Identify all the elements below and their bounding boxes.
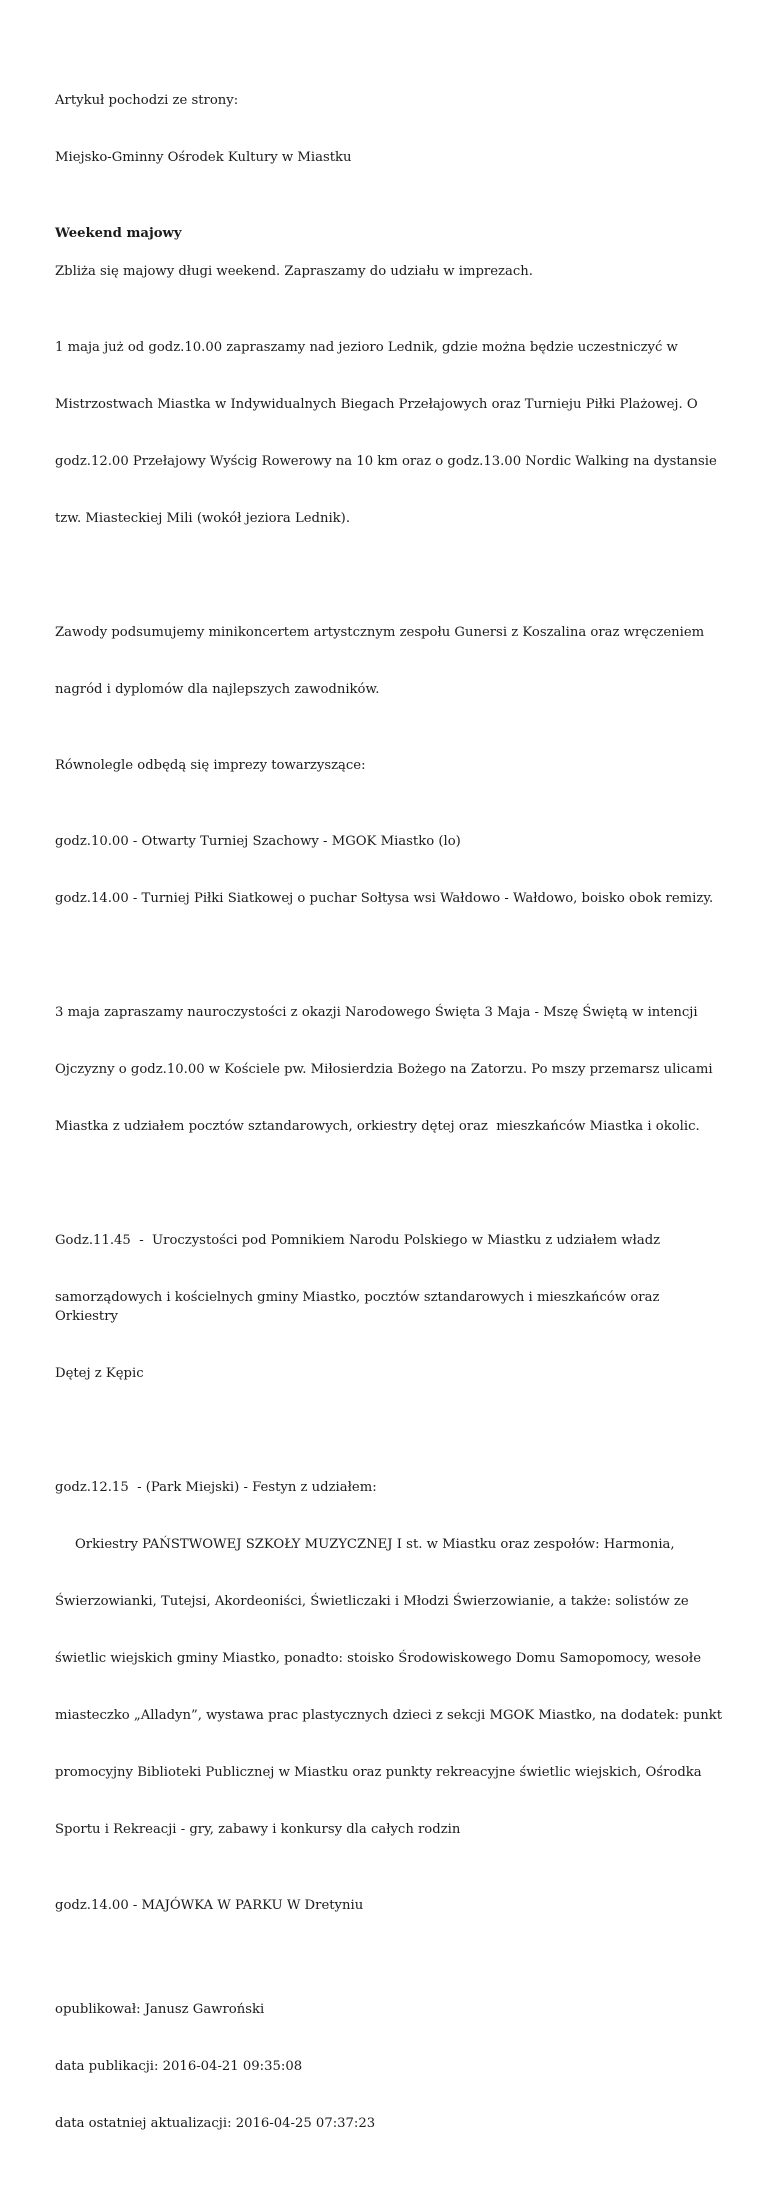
text-line: świetlic wiejskich gminy Miastko, ponadto: stoisko Środowiskowego Domu Samopomocy, wesołe — [55, 1651, 702, 1666]
text-line: Ojczyzny o godz.10.00 w Kościele pw. Miłosierdzia Bożego na Zatorzu. Po mszy przemarsz ulicami — [55, 1062, 713, 1077]
text-line: miasteczko „Alladyn”, wystawa prac plastycznych dzieci z sekcji MGOK Miastko, na dodatek: punkt — [55, 1708, 722, 1723]
paragraph-side-events-intro: Równolegle odbędą się imprezy towarzyszące: — [55, 758, 366, 773]
text-line: promocyjny Biblioteki Publicznej w Miastku oraz punkty rekreacyjne świetlic wiejskich, Ośrodka — [55, 1765, 702, 1780]
author-line: opublikował: Janusz Gawroński — [55, 2002, 265, 2017]
paragraph-side-events — [55, 794, 725, 946]
source-site-name: Miejsko-Gminny Ośrodek Kultury w Miastku — [55, 150, 352, 165]
published-date: data publikacji: 2016-04-21 09:35:08 — [55, 2059, 303, 2074]
text-line: Sportu i Rekreacji - gry, zabawy i konkursy dla całych rodzin — [55, 1822, 461, 1837]
text-line: godz.10.00 - Otwarty Turniej Szachowy - MGOK Miastko (lo) — [55, 834, 461, 849]
source-block — [55, 53, 725, 205]
text-line: Świerzowianki, Tutejsi, Akordeoniści, Świetliczaki i Młodzi Świerzowianie, a także: solistów ze — [55, 1594, 689, 1609]
text-line: Mistrzostwach Miastka w Indywidualnych Biegach Przełajowych oraz Turnieju Piłki Plażowej. O — [55, 397, 698, 412]
paragraph-festival — [55, 1440, 725, 1877]
text-line: Orkiestry PAŃSTWOWEJ SZKOŁY MUZYCZNEJ I st. w Miastku oraz zespołów: Harmonia, — [75, 1537, 675, 1552]
paragraph-ceremony — [55, 1193, 725, 1421]
text-line: godz.12.15 - (Park Miejski) - Festyn z udziałem: — [55, 1480, 377, 1495]
text-line: Miastka z udziałem pocztów sztandarowych, orkiestry dętej oraz mieszkańców Miastka i okolic. — [55, 1119, 700, 1134]
text-line: godz.12.00 Przełajowy Wyścig Rowerowy na 10 km oraz o godz.13.00 Nordic Walking na dystansie — [55, 454, 717, 469]
paragraph-may-3 — [55, 965, 725, 1174]
text-line: Dętej z Kępic — [55, 1366, 144, 1381]
document-page — [55, 53, 725, 2190]
text-line: godz.14.00 - Turniej Piłki Siatkowej o puchar Sołtysa wsi Wałdowo - Wałdowo, boisko obok remizy. — [55, 891, 714, 906]
text-line: 3 maja zapraszamy nauroczystości z okazji Narodowego Święta 3 Maja - Mszę Świętą w intencji — [55, 1005, 698, 1020]
text-line: Zawody podsumujemy minikoncertem artystcznym zespołu Gunersi z Koszalina oraz wręczeniem — [55, 625, 705, 640]
paragraph-may-1 — [55, 300, 725, 566]
article-title: Weekend majowy — [55, 226, 182, 241]
paragraph-concert — [55, 585, 725, 737]
text-line: 1 maja już od godz.10.00 zapraszamy nad jezioro Lednik, gdzie można będzie uczestniczyć w — [55, 340, 678, 355]
text-line: Godz.11.45 - Uroczystości pod Pomnikiem Narodu Polskiego w Miastku z udziałem władz — [55, 1233, 661, 1248]
article-intro: Zbliża się majowy długi weekend. Zapraszamy do udziału w imprezach. — [55, 264, 533, 279]
text-line: nagród i dyplomów dla najlepszych zawodników. — [55, 682, 380, 697]
updated-date: data ostatniej aktualizacji: 2016-04-25 07:37:23 — [55, 2116, 376, 2131]
paragraph-majowka: godz.14.00 - MAJÓWKA W PARKU W Dretyniu — [55, 1898, 364, 1913]
text-line: samorządowych i kościelnych gminy Miastko, pocztów sztandarowych i mieszkańców oraz Orkiestry — [55, 1290, 664, 1324]
text-line: tzw. Miasteckiej Mili (wokół jeziora Lednik). — [55, 511, 351, 526]
publication-meta — [55, 1962, 725, 2171]
source-label: Artykuł pochodzi ze strony: — [55, 93, 239, 108]
